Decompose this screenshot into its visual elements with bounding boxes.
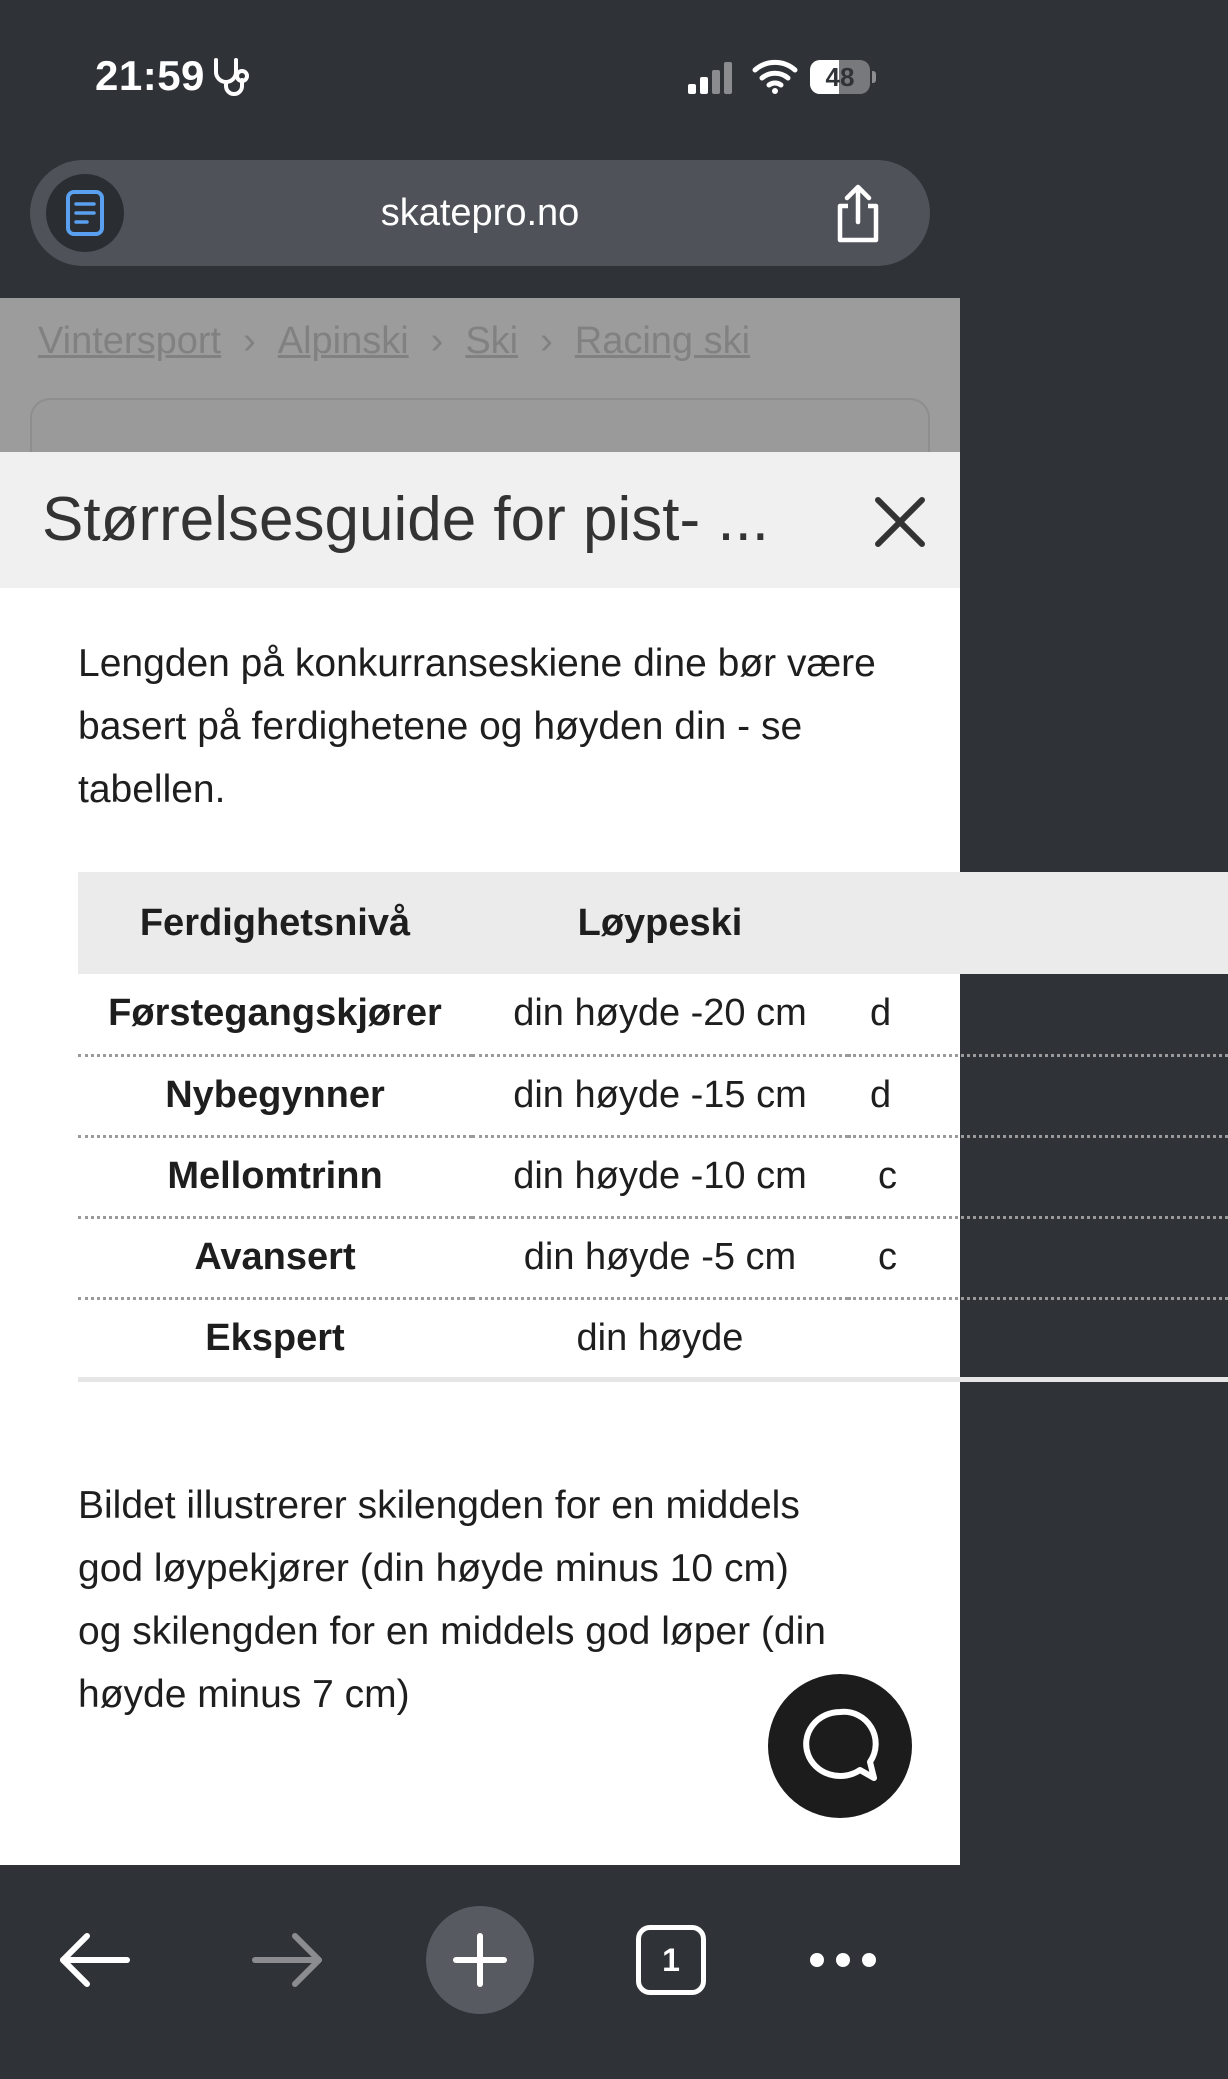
level-cell: Avansert <box>78 1217 472 1298</box>
address-bar[interactable] <box>30 160 930 266</box>
level-cell: Nybegynner <box>78 1055 472 1136</box>
more-button[interactable] <box>788 1905 898 2015</box>
intro-text: Lengden på konkurranseskiene dine bør være basert på ferdighetene og høyden din - se tabellen. <box>78 642 876 811</box>
signal-icon <box>688 62 734 94</box>
table-row <box>78 1136 1228 1217</box>
battery-indicator <box>810 60 876 94</box>
length-cell: din høyde -20 cm <box>472 974 848 1055</box>
caption-text: Bildet illustrerer skilengden for en middels god løypekjører (din høyde minus 10 cm) og skilengden for en middels god løper (din høyde minus 7 cm) <box>78 1484 826 1716</box>
size-table-scroll[interactable] <box>78 872 897 1377</box>
size-table <box>78 872 1228 1382</box>
chevron-right-icon: › <box>540 320 553 362</box>
chevron-right-icon: › <box>430 320 444 362</box>
table-header-row <box>78 872 1228 974</box>
level-cell: Førstegangskjører <box>78 974 472 1055</box>
length-cell: d <box>848 1055 1228 1136</box>
forward-button[interactable] <box>232 1905 342 2015</box>
browser-toolbar <box>0 1865 960 2079</box>
reader-mode-icon <box>65 189 105 237</box>
status-bar <box>0 0 960 150</box>
length-cell <box>848 1298 1228 1379</box>
breadcrumb-item[interactable]: Ski <box>465 320 519 362</box>
table-row <box>78 1298 1228 1379</box>
table-row <box>78 1055 1228 1136</box>
share-icon[interactable] <box>826 182 890 246</box>
battery-level: 48 <box>825 62 855 92</box>
column-header: Ferdighetsnivå <box>78 872 472 974</box>
length-cell: din høyde <box>472 1298 848 1379</box>
page-background <box>0 298 960 458</box>
length-cell: din høyde -15 cm <box>472 1055 848 1136</box>
column-header: Løypeski <box>472 872 848 974</box>
table-row <box>78 974 1228 1055</box>
url-text[interactable]: skatepro.no <box>380 192 580 234</box>
status-time: 21:59 <box>95 52 205 99</box>
length-cell: din høyde -5 cm <box>472 1217 848 1298</box>
close-icon[interactable] <box>868 490 932 554</box>
reader-mode-button[interactable] <box>46 174 124 252</box>
more-icon <box>807 1950 879 1970</box>
back-arrow-icon <box>57 1932 133 1988</box>
column-header <box>848 872 1228 974</box>
wifi-icon <box>752 58 798 94</box>
plus-icon <box>452 1932 508 1988</box>
modal-header <box>0 452 960 588</box>
chevron-right-icon: › <box>243 320 256 362</box>
level-cell: Mellomtrinn <box>78 1136 472 1217</box>
new-tab-button[interactable] <box>426 1906 534 2014</box>
tabs-button[interactable] <box>616 1905 726 2015</box>
chat-icon <box>798 1704 882 1788</box>
back-button[interactable] <box>40 1905 150 2015</box>
modal-title: Størrelsesguide for pist- ... <box>42 485 770 554</box>
length-cell: d <box>848 974 1228 1055</box>
table-row <box>78 1217 1228 1298</box>
breadcrumb-item[interactable]: Racing ski <box>574 320 751 362</box>
stethoscope-icon <box>210 56 256 98</box>
chat-button[interactable] <box>768 1674 912 1818</box>
length-cell: din høyde -10 cm <box>472 1136 848 1217</box>
tab-count: 1 <box>636 1925 706 1995</box>
length-cell: c <box>848 1136 1228 1217</box>
breadcrumb-item[interactable]: Vintersport <box>38 320 222 362</box>
length-cell: c <box>848 1217 1228 1298</box>
browser-address-area <box>0 150 960 298</box>
breadcrumb <box>38 320 750 363</box>
forward-arrow-icon <box>249 1932 325 1988</box>
breadcrumb-item[interactable]: Alpinski <box>277 320 409 362</box>
size-guide-modal <box>0 452 960 1865</box>
level-cell: Ekspert <box>78 1298 472 1379</box>
